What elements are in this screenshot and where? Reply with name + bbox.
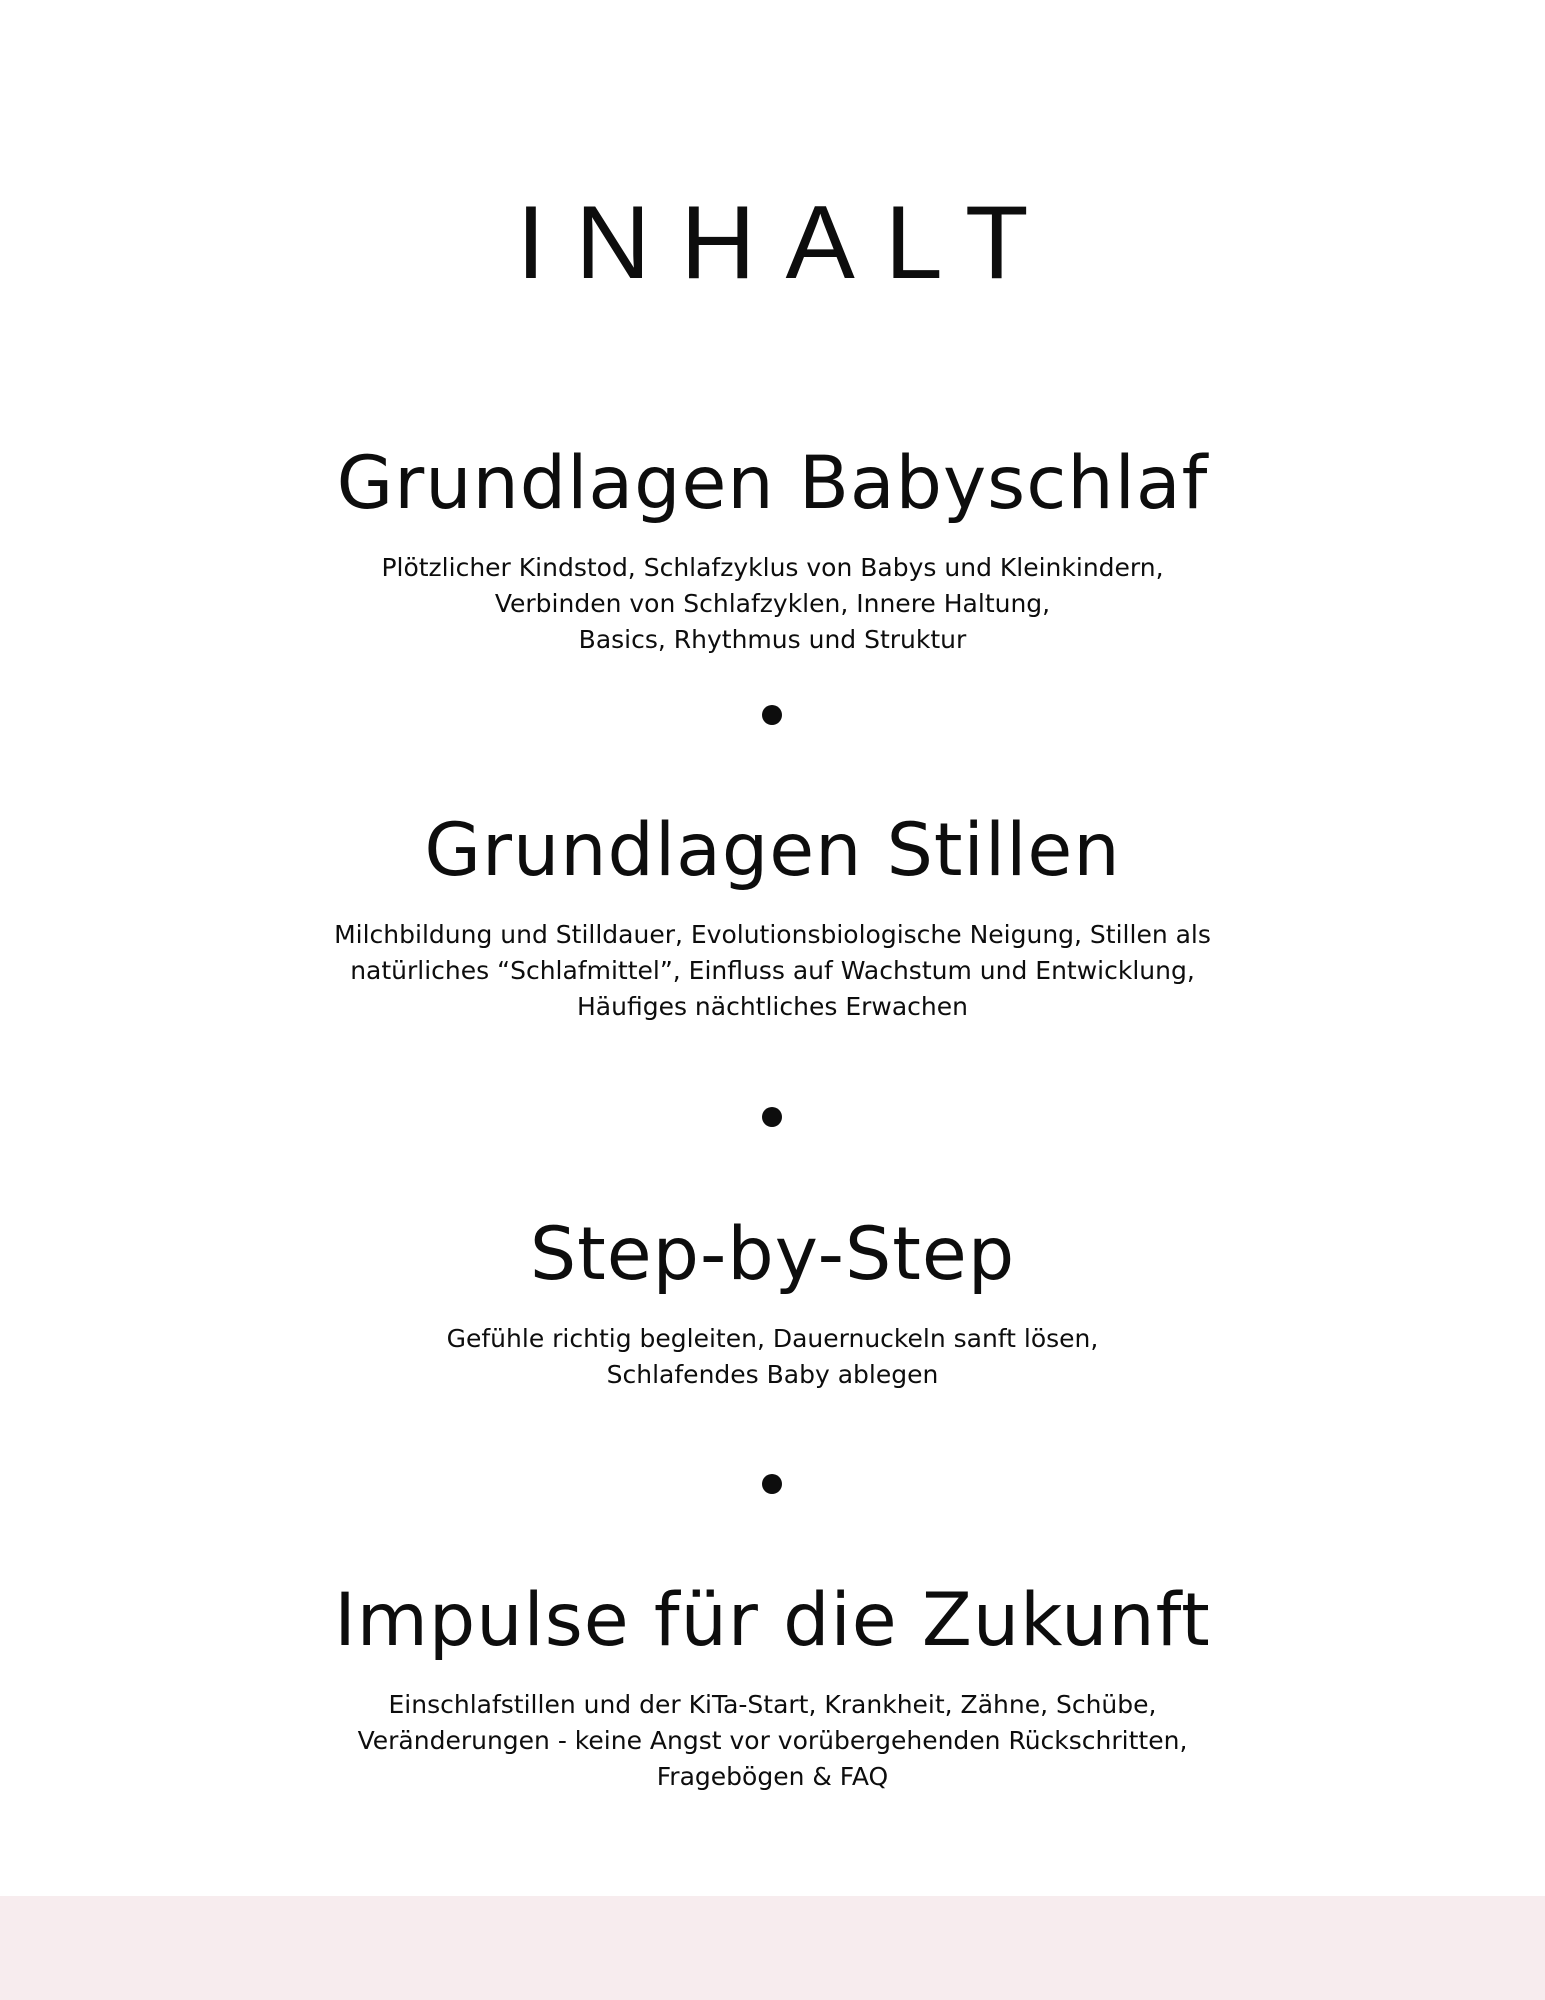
section-heading: Grundlagen Stillen	[424, 808, 1121, 893]
section-heading: Step-by-Step	[529, 1212, 1016, 1297]
footer-band	[0, 1896, 1545, 2000]
section-description: Einschlafstillen und der KiTa-Start, Krankheit, Zähne, Schübe, Veränderungen - keine Angst vor vorübergehenden Rückschritten, Fragebögen & FAQ	[357, 1690, 1188, 1791]
section-description: Milchbildung und Stilldauer, Evolutionsbiologische Neigung, Stillen als natürliches “Schlafmittel”, Einfluss auf Wachstum und Entwicklung, Häufiges nächtliches Erwachen	[334, 920, 1211, 1021]
section-impulse-fuer-die-zukunft	[0, 1571, 1545, 1795]
section-grundlagen-babyschlaf	[0, 434, 1545, 658]
section-description: Gefühle richtig begleiten, Dauernuckeln sanft lösen, Schlafendes Baby ablegen	[446, 1324, 1099, 1389]
section-description: Plötzlicher Kindstod, Schlafzyklus von Babys und Kleinkindern, Verbinden von Schlafzyklen, Innere Haltung, Basics, Rhythmus und Struktur	[381, 553, 1164, 654]
separator-dot	[762, 1474, 782, 1494]
section-heading: Impulse für die Zukunft	[334, 1578, 1211, 1663]
separator-dot	[762, 705, 782, 725]
section-grundlagen-stillen	[0, 801, 1545, 1025]
section-step-by-step	[0, 1205, 1545, 1393]
section-heading: Grundlagen Babyschlaf	[336, 441, 1209, 526]
separator-dot	[762, 1107, 782, 1127]
page-title: INHALT	[516, 185, 1059, 301]
